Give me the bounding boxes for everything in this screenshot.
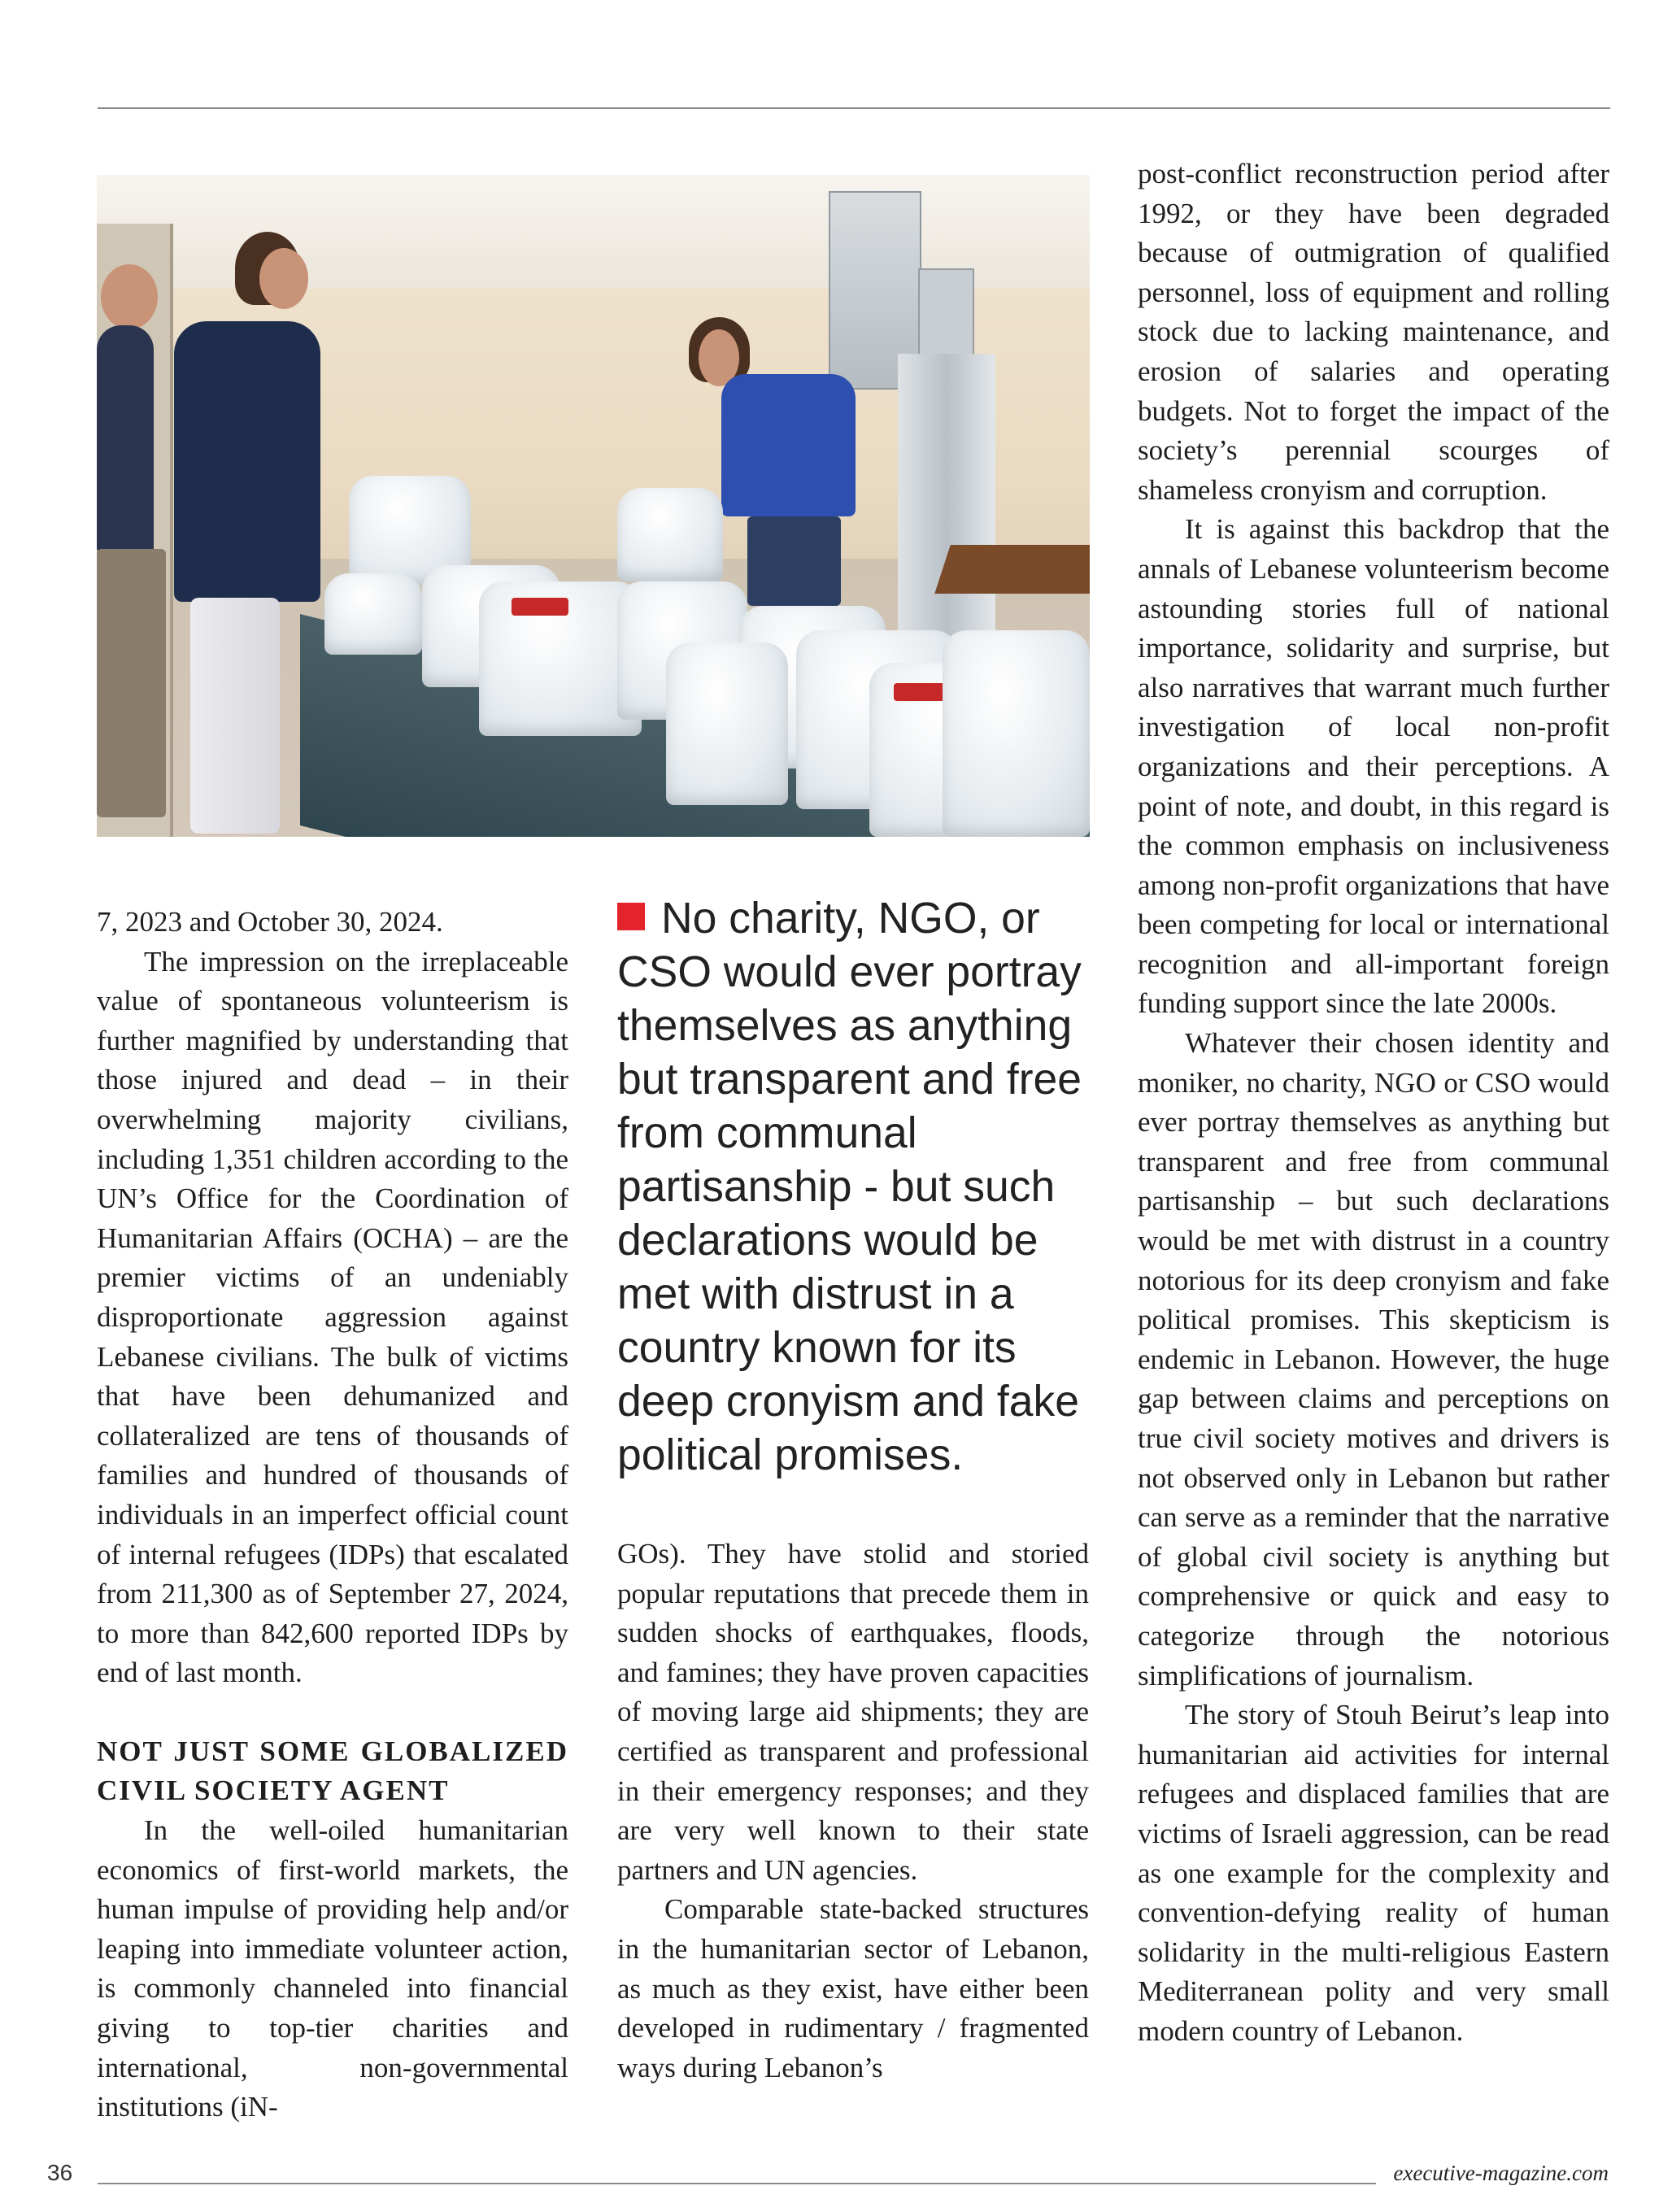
article-column-left: [97, 903, 568, 2127]
body-paragraph: The story of Stouh Beirut’s leap into humanitarian aid activities for internal refugees and displaced families that are victims of Israeli aggression, can be read as one example for the complexity and convention-defying reality of human solidarity in the multi-religious Eastern Mediterranean polity and very small modern country of Lebanon.: [1138, 1699, 1609, 2047]
footer-rule: [98, 2183, 1376, 2184]
body-paragraph: Whatever their chosen identity and moniker, no charity, NGO or CSO would ever portray themselves as anything but transparent and free from communal partisanship – but such declarations would be met with distrust in a country notorious for its deep cronyism and fake political promises. This skepticism is endemic in Lebanon. However, the huge gap between claims and perceptions on true civil society motives and drivers is not observed only in Lebanon but rather can serve as a reminder that the narrative of global civil society is anything but comprehensive or quick and easy to categorize through the notorious simplifications of journalism.: [1138, 1027, 1609, 1692]
header-rule: [98, 107, 1610, 109]
body-paragraph: The impression on the irreplaceable value of spontaneous volunteerism is further magnified by understanding that those injured and dead – in their overwhelming majority civilians, including 1,351 children according to the UN’s Office for the Coordination of Humanitarian Affairs (OCHA) – are the premier victims of an undeniably disproportionate aggression against Lebanese civilians. The bulk of victims that have been dehumanized and collateralized are tens of thousands of families and hundred of thousands of individuals in an imperfect official count of internal refugees (IDPs) that escalated from 211,300 as of September 27, 2024, to more than 842,600 reported IDPs by end of last month.: [97, 945, 568, 1689]
body-paragraph: post-conflict reconstruction period after 1992, or they have been degraded because of outmigration of qualified personnel, loss of equipment and rolling stock due to lacking maintenance, and erosion of salaries and operating budgets. Not to forget the impact of the society’s perennial scourges of shameless cronyism and corruption.: [1138, 158, 1609, 506]
pull-quote: [617, 892, 1097, 1483]
article-column-right: [1138, 155, 1609, 2052]
body-paragraph: In the well-oiled humanitarian economics of first-world markets, the human impulse of providing help and/or leaping into immediate volunteer action, is commonly channeled into financial giving to top-tier charities and international, non-governmental institutions (iN-: [97, 1814, 568, 2123]
body-paragraph: It is against this backdrop that the annals of Lebanese volunteerism become astounding stories full of national importance, solidarity and surprise, but also narratives that warrant much further investigation of local non-profit organizations and their perceptions. A point of note, and doubt, in this regard is the common emphasis on inclusiveness among non-profit organizations that have been competing for local or international recognition and all-important foreign funding support since the late 2000s.: [1138, 513, 1609, 1020]
body-paragraph: GOs). They have stolid and storied popular reputations that precede them in sudden shocks of earthquakes, floods, and famines; they have proven capacities of moving large aid shipments; they are certified as transparent and professional in their emergency responses; and they are very well known to their state partners and UN agencies.: [617, 1538, 1089, 1886]
body-paragraph: 7, 2023 and October 30, 2024.: [97, 906, 443, 938]
quote-marker-icon: [617, 903, 645, 930]
pull-quote-text: No charity, NGO, or CSO would ever portray themselves as anything but transparent and free from communal partisanship - but such declarations would be met with distrust in a country known for its deep cronyism and fake political promises.: [617, 895, 1082, 1479]
article-photo: [97, 175, 1090, 837]
footer-site-url: executive-magazine.com: [1393, 2161, 1609, 2185]
section-heading: NOT JUST SOME GLOBALIZED CIVIL SOCIETY AGENT: [97, 1735, 568, 1807]
body-paragraph: Comparable state-backed structures in the humanitarian sector of Lebanon, as much as they exist, have either been developed in rudimentary / fragmented ways during Lebanon’s: [617, 1893, 1089, 2084]
page-number: 36: [47, 2160, 73, 2185]
article-column-middle: [617, 1535, 1089, 2088]
